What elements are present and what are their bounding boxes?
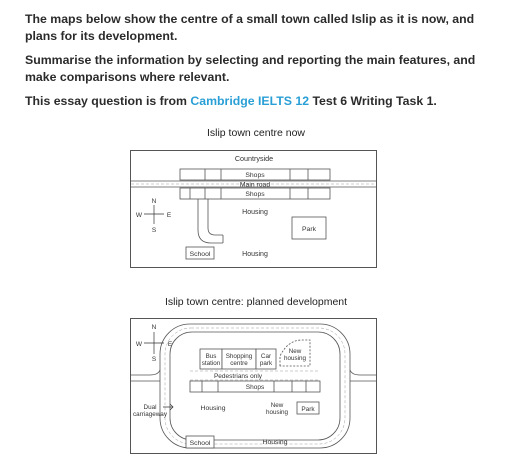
compass-n: N bbox=[151, 198, 157, 205]
new-housing-mid-label-1: New bbox=[270, 402, 284, 409]
map-islip-now bbox=[130, 150, 378, 270]
compass-s-2: S bbox=[151, 356, 157, 363]
question-intro: The maps below show the centre of a small town called Islip as it is now, and plans for its development. bbox=[25, 12, 475, 43]
compass-n-2: N bbox=[151, 324, 157, 331]
bus-label-2: station bbox=[201, 360, 221, 367]
shops-label: Shops bbox=[245, 384, 265, 391]
shopping-label-2: centre bbox=[230, 360, 248, 367]
shops-top-label: Shops bbox=[245, 172, 265, 179]
shops-bottom-label: Shops bbox=[245, 191, 265, 198]
main-road-label: Main road bbox=[239, 181, 271, 189]
cambridge-ielts-link[interactable]: Cambridge IELTS 12 bbox=[190, 94, 310, 108]
housing-bottom-label: Housing bbox=[242, 251, 268, 258]
compass-w-2: W bbox=[135, 341, 143, 348]
compass-e-2: E bbox=[167, 341, 173, 348]
shopping-label-1: Shopping bbox=[225, 353, 253, 360]
car-label-2: park bbox=[259, 360, 273, 367]
new-housing-mid-label-2: housing bbox=[265, 409, 289, 416]
school-label: School bbox=[189, 251, 211, 258]
compass-w: W bbox=[135, 212, 143, 219]
park-label-2: Park bbox=[301, 406, 315, 413]
map1-title: Islip town centre now bbox=[206, 127, 306, 139]
dual-label-2: carriageway bbox=[133, 411, 167, 418]
question-source bbox=[25, 93, 495, 110]
park-label: Park bbox=[302, 226, 316, 233]
source-prefix: This essay question is from bbox=[25, 94, 191, 108]
countryside-label: Countryside bbox=[234, 154, 274, 163]
new-housing-top-label-1: New bbox=[288, 348, 302, 355]
housing-mid-label: Housing bbox=[242, 209, 268, 216]
new-housing-top-label-2: housing bbox=[283, 355, 307, 362]
map2-title: Islip town centre: planned development bbox=[164, 296, 348, 308]
source-suffix: Test 6 Writing Task 1. bbox=[309, 94, 437, 108]
school-label-2: School bbox=[189, 440, 211, 447]
pedestrians-label: Pedestrians only bbox=[213, 373, 263, 380]
map-islip-planned bbox=[130, 318, 378, 456]
bus-label-1: Bus bbox=[205, 353, 217, 360]
compass-e: E bbox=[166, 212, 172, 219]
car-label-1: Car bbox=[260, 353, 272, 360]
housing-left-label: Housing bbox=[200, 405, 226, 412]
dual-label-1: Dual bbox=[143, 404, 157, 411]
housing-bottom-label-2: Housing bbox=[262, 439, 288, 446]
compass-s: S bbox=[151, 227, 157, 234]
question-instruction: Summarise the information by selecting and reporting the main features, and make comparisons where relevant. bbox=[25, 53, 476, 84]
